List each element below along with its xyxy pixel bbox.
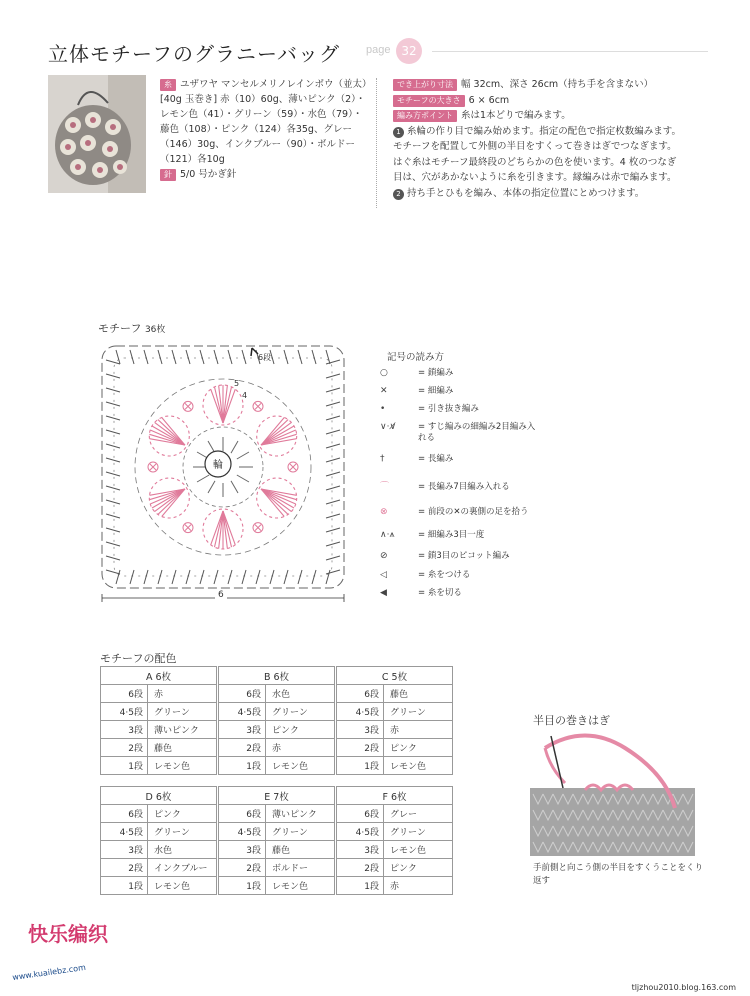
color-table-row: [101, 823, 217, 841]
color-table: [100, 666, 217, 775]
legend-item: [380, 366, 560, 380]
page-label: page: [366, 44, 391, 56]
color-table-row: [101, 859, 217, 877]
color-table-row: [219, 703, 335, 721]
specs-block: [393, 77, 683, 201]
color-table-header: F 6枚: [337, 787, 453, 805]
color-table-row: [101, 703, 217, 721]
legend-item: [380, 480, 560, 494]
legend-text: = すじ編みの細編み2目編み入れる: [418, 422, 536, 443]
legend-item: [380, 422, 560, 448]
step1-number: 1: [393, 127, 404, 138]
motif-size-tag: モチーフの大きさ: [393, 95, 465, 107]
round-cell: 2段: [337, 859, 384, 877]
color-table-row: [219, 805, 335, 823]
color-table-row: [101, 757, 217, 775]
round-cell: 4·5段: [337, 703, 384, 721]
color-table-header: E 7枚: [219, 787, 335, 805]
motif-label: モチーフ: [98, 322, 142, 335]
center-ring-label: 輪: [213, 460, 223, 471]
color-table-header: D 6枚: [101, 787, 217, 805]
motif-count: 36枚: [144, 325, 166, 335]
color-cell: ピンク: [384, 859, 453, 877]
picot-icon: ⊘: [380, 551, 388, 561]
color-cell: グリーン: [266, 823, 335, 841]
legend-text: = 長編み: [418, 454, 454, 464]
color-table-row: [219, 823, 335, 841]
color-cell: 赤: [266, 739, 335, 757]
color-table-row: [337, 805, 453, 823]
bag-illustration: [48, 75, 146, 193]
materials-block: [160, 77, 368, 182]
color-table-header: A 6枚: [101, 667, 217, 685]
motif-width-label: 6: [215, 590, 227, 600]
yarn-text: ユザワヤ マンセルメリノレインボウ（並太）[40g 玉巻き] 赤（10）60g、薄いピンク（2）・レモン色（41）・グリーン（59）・水色（79）・藤色（108）・ピンク（124）各35g、グレー（146）30g、インクブルー（90）・ボルドー（121）各10g: [160, 79, 367, 165]
color-cell: 薄いピンク: [266, 805, 335, 823]
bag-photo: [48, 75, 146, 193]
legend-item: [380, 452, 560, 466]
round-cell: 6段: [337, 685, 384, 703]
color-cell: 水色: [266, 685, 335, 703]
round-cell: 2段: [219, 739, 266, 757]
increase-icon: ∨·∨̸: [380, 422, 397, 432]
seam-illustration: [525, 728, 700, 858]
color-table-header: C 5枚: [337, 667, 453, 685]
size-text: 幅 32cm、深さ 26cm（持ち手を含まない）: [461, 79, 654, 90]
color-table-row: [219, 721, 335, 739]
step2-number: 2: [393, 189, 404, 200]
motif-size-text: 6 × 6cm: [468, 94, 510, 106]
color-cell: 赤: [148, 685, 217, 703]
color-cell: グリーン: [384, 703, 453, 721]
legend-text: = 引き抜き編み: [418, 404, 479, 414]
color-table: [100, 786, 217, 895]
round-cell: 3段: [337, 841, 384, 859]
legend-item: [380, 384, 560, 398]
color-table-row: [337, 739, 453, 757]
color-table-row: [101, 877, 217, 895]
legend-text: = 鎖編み: [418, 368, 454, 378]
round-4-label: 4: [242, 391, 248, 400]
join-yarn-icon: ◁: [380, 570, 387, 580]
page-title: 立体モチーフのグラニーバッグ: [48, 42, 340, 66]
round-cell: 4·5段: [337, 823, 384, 841]
round-cell: 1段: [219, 757, 266, 775]
color-table-header: B 6枚: [219, 667, 335, 685]
chain-icon: ○: [380, 368, 388, 378]
round-6-label: 6段: [258, 353, 272, 362]
color-table-row: [337, 685, 453, 703]
site-logo-url: www.kuailebz.com: [11, 962, 87, 983]
seam-title: 半目の巻きはぎ: [533, 714, 610, 727]
legend-item: [380, 528, 560, 542]
round-5-label: 5: [234, 379, 240, 388]
color-cell: ピンク: [266, 721, 335, 739]
round-cell: 3段: [101, 841, 148, 859]
color-table-row: [337, 721, 453, 739]
color-table-row: [101, 739, 217, 757]
round-cell: 4·5段: [101, 823, 148, 841]
column-divider: [376, 78, 377, 208]
legend-text: = 長編み7目編み入れる: [418, 482, 510, 492]
site-logo: 快乐编织: [28, 922, 108, 946]
color-table-row: [337, 703, 453, 721]
legend-text: = 糸をつける: [418, 570, 471, 580]
fan-shell-icon: ⌒: [380, 482, 390, 492]
color-cell: ボルドー: [266, 859, 335, 877]
decrease-icon: ∧·⩚: [380, 530, 395, 540]
round-cell: 6段: [219, 685, 266, 703]
round-cell: 2段: [101, 739, 148, 757]
color-cell: レモン色: [384, 841, 453, 859]
point-text: 糸は1本どりで編みます。: [461, 110, 571, 121]
round-cell: 1段: [337, 757, 384, 775]
round-cell: 6段: [219, 805, 266, 823]
cut-yarn-icon: ◀: [380, 588, 387, 598]
header-rule: [432, 51, 708, 52]
color-table: [218, 666, 335, 775]
color-table-row: [337, 841, 453, 859]
round-cell: 6段: [101, 685, 148, 703]
round-cell: 3段: [337, 721, 384, 739]
color-cell: 藤色: [148, 739, 217, 757]
color-cell: レモン色: [266, 877, 335, 895]
legend-item: [380, 402, 560, 416]
round-cell: 4·5段: [101, 703, 148, 721]
step2-text: 持ち手とひもを編み、本体の指定位置にとめつけます。: [407, 187, 645, 199]
color-cell: レモン色: [148, 877, 217, 895]
color-cell: 赤: [384, 877, 453, 895]
color-table-row: [219, 877, 335, 895]
round-cell: 3段: [219, 721, 266, 739]
round-cell: 1段: [219, 877, 266, 895]
point-tag: 編み方ポイント: [393, 110, 457, 122]
round-cell: 4·5段: [219, 703, 266, 721]
single-crochet-icon: ✕: [380, 386, 388, 396]
size-tag: でき上がり寸法: [393, 79, 457, 91]
legend-title: 記号の読み方: [387, 352, 445, 363]
color-cell: ピンク: [148, 805, 217, 823]
crossed-circle-icon: ⊗: [380, 507, 388, 517]
round-cell: 6段: [337, 805, 384, 823]
color-cell: レモン色: [266, 757, 335, 775]
round-cell: 3段: [101, 721, 148, 739]
color-table-row: [219, 841, 335, 859]
step1-text: 糸輪の作り目で編み始めます。指定の配色で指定枚数編みます。モチーフを配置して外側の半目をすくって巻きはぎでつなぎます。はぐ糸はモチーフ最終段のどちらかの色を使います。4 枚のつなぎ目は、穴があかないように糸を引きます。縁編みは赤で編みます。: [393, 125, 681, 183]
color-table: [336, 666, 453, 775]
legend-text: = 細編み: [418, 386, 454, 396]
color-cell: ピンク: [384, 739, 453, 757]
color-table-row: [219, 757, 335, 775]
color-cell: レモン色: [384, 757, 453, 775]
color-cell: グリーン: [266, 703, 335, 721]
color-table-row: [101, 841, 217, 859]
color-cell: 藤色: [266, 841, 335, 859]
double-crochet-icon: †: [380, 454, 385, 464]
legend-text: = 鎖3目のピコット編み: [418, 551, 510, 561]
color-table-row: [219, 685, 335, 703]
color-table-row: [219, 859, 335, 877]
slip-stitch-icon: •: [380, 404, 386, 414]
color-table-row: [101, 685, 217, 703]
motif-chart: [92, 336, 354, 606]
color-table-row: [219, 739, 335, 757]
motif-title: [98, 320, 165, 336]
legend-item: [380, 505, 560, 519]
needle-tag: 針: [160, 169, 176, 181]
needle-text: 5/0 号かぎ針: [180, 169, 237, 180]
color-cell: グリーン: [148, 823, 217, 841]
round-cell: 3段: [219, 841, 266, 859]
legend-text: = 前段の✕の裏側の足を拾う: [418, 507, 529, 517]
yarn-tag: 糸: [160, 79, 176, 91]
color-table-row: [337, 757, 453, 775]
round-cell: 1段: [101, 877, 148, 895]
color-cell: グレー: [384, 805, 453, 823]
color-cell: 赤: [384, 721, 453, 739]
footer-blog: tljzhou2010.blog.163.com: [631, 983, 736, 992]
legend-text: = 糸を切る: [418, 588, 462, 598]
color-cell: 藤色: [384, 685, 453, 703]
round-cell: 1段: [101, 757, 148, 775]
color-table: [218, 786, 335, 895]
round-cell: 1段: [337, 877, 384, 895]
color-table-row: [337, 859, 453, 877]
color-cell: レモン色: [148, 757, 217, 775]
color-table-row: [337, 823, 453, 841]
color-cell: グリーン: [384, 823, 453, 841]
color-section-title: モチーフの配色: [100, 652, 177, 665]
color-table-row: [101, 721, 217, 739]
color-table-row: [337, 877, 453, 895]
color-cell: 薄いピンク: [148, 721, 217, 739]
legend-item: [380, 586, 560, 600]
color-cell: 水色: [148, 841, 217, 859]
color-table-row: [101, 805, 217, 823]
legend-item: [380, 549, 560, 563]
round-cell: 4·5段: [219, 823, 266, 841]
color-cell: インクブルー: [148, 859, 217, 877]
color-table: [336, 786, 453, 895]
seam-caption: 手前側と向こう側の半目をすくうことをくり返す: [533, 863, 704, 886]
round-cell: 2段: [337, 739, 384, 757]
color-cell: グリーン: [148, 703, 217, 721]
round-cell: 2段: [101, 859, 148, 877]
round-cell: 6段: [101, 805, 148, 823]
page-number-badge: 32: [396, 38, 422, 64]
legend-text: = 細編み3目一度: [418, 530, 485, 540]
legend-item: [380, 568, 560, 582]
round-cell: 2段: [219, 859, 266, 877]
